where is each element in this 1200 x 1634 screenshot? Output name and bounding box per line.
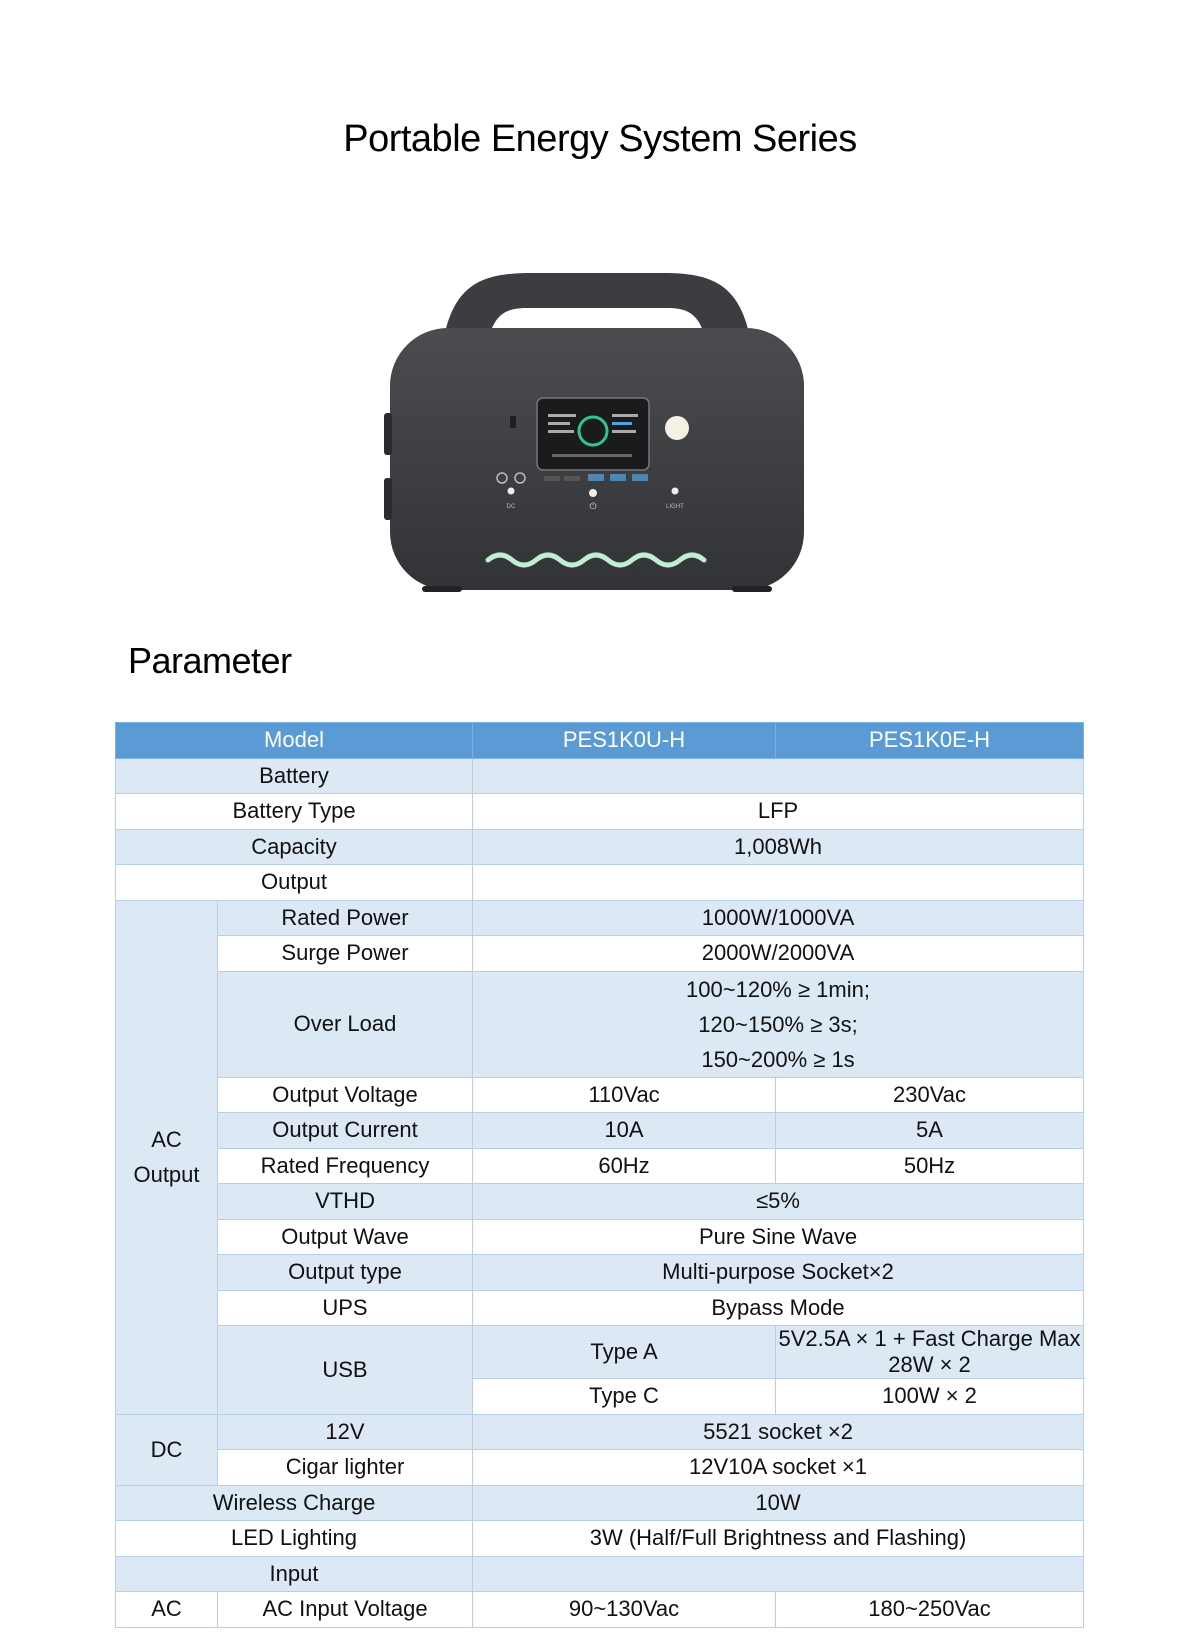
header-model-u: PES1K0U-H	[473, 723, 776, 759]
ac-input-voltage-e: 180~250Vac	[776, 1592, 1084, 1628]
type-c-value: 100W × 2	[776, 1379, 1084, 1415]
table-row	[116, 1556, 1084, 1592]
rated-power-value: 1000W/1000VA	[473, 900, 1084, 936]
power-icon: ⏻	[589, 502, 597, 512]
output-voltage-u: 110Vac	[473, 1077, 776, 1113]
table-row	[116, 1485, 1084, 1521]
type-c-label: Type C	[473, 1379, 776, 1415]
section-title: Parameter	[128, 640, 292, 681]
rated-frequency-e: 50Hz	[776, 1148, 1084, 1184]
dc-port-label: DC	[506, 504, 516, 510]
table-row	[116, 829, 1084, 865]
ac-output-group: AC Output	[116, 900, 218, 1414]
wireless-label: Wireless Charge	[116, 1485, 473, 1521]
capacity-label: Capacity	[116, 829, 473, 865]
table-row	[116, 1521, 1084, 1557]
over-load-line: 150~200% ≥ 1s	[701, 1046, 855, 1072]
table-row	[116, 1255, 1084, 1291]
output-current-u: 10A	[473, 1113, 776, 1149]
table-row	[116, 1219, 1084, 1255]
input-ac-group: AC	[116, 1592, 218, 1628]
table-row	[116, 1184, 1084, 1220]
table-row	[116, 971, 1084, 1077]
battery-section: Battery	[116, 758, 473, 794]
empty-cell	[473, 1556, 1084, 1592]
battery-type-label: Battery Type	[116, 794, 473, 830]
ac-input-voltage-label: AC Input Voltage	[218, 1592, 473, 1628]
type-a-label: Type A	[473, 1326, 776, 1379]
table-row	[116, 758, 1084, 794]
table-row	[116, 1450, 1084, 1486]
usb-group: USB	[218, 1326, 473, 1415]
led-label: LED Lighting	[116, 1521, 473, 1557]
header-row	[116, 723, 1084, 759]
table-row	[116, 794, 1084, 830]
table-row	[116, 1077, 1084, 1113]
over-load-line: 100~120% ≥ 1min;	[686, 976, 870, 1002]
light-port-label: LIGHT	[666, 504, 684, 510]
over-load-value	[473, 971, 1084, 1077]
output-voltage-label: Output Voltage	[218, 1077, 473, 1113]
dc12-label: 12V	[218, 1414, 473, 1450]
over-load-label: Over Load	[218, 971, 473, 1077]
rated-frequency-label: Rated Frequency	[218, 1148, 473, 1184]
table-row	[116, 1414, 1084, 1450]
table-row	[116, 1592, 1084, 1628]
ac-input-voltage-u: 90~130Vac	[473, 1592, 776, 1628]
cigar-value: 12V10A socket ×1	[473, 1450, 1084, 1486]
input-section: Input	[116, 1556, 473, 1592]
dc12-value: 5521 socket ×2	[473, 1414, 1084, 1450]
capacity-value: 1,008Wh	[473, 829, 1084, 865]
table-row	[116, 1290, 1084, 1326]
vthd-value: ≤5%	[473, 1184, 1084, 1220]
ups-value: Bypass Mode	[473, 1290, 1084, 1326]
header-model-e: PES1K0E-H	[776, 723, 1084, 759]
battery-type-value: LFP	[473, 794, 1084, 830]
output-wave-value: Pure Sine Wave	[473, 1219, 1084, 1255]
table-row	[116, 936, 1084, 972]
surge-power-label: Surge Power	[218, 936, 473, 972]
wireless-value: 10W	[473, 1485, 1084, 1521]
surge-power-value: 2000W/2000VA	[473, 936, 1084, 972]
header-model: Model	[116, 723, 473, 759]
output-section: Output	[116, 865, 473, 901]
table-row	[116, 900, 1084, 936]
output-voltage-e: 230Vac	[776, 1077, 1084, 1113]
table-row	[116, 865, 1084, 901]
empty-cell	[473, 758, 1084, 794]
rated-frequency-u: 60Hz	[473, 1148, 776, 1184]
dc-group: DC	[116, 1414, 218, 1485]
table-row	[116, 1113, 1084, 1149]
led-value: 3W (Half/Full Brightness and Flashing)	[473, 1521, 1084, 1557]
ups-label: UPS	[218, 1290, 473, 1326]
output-current-e: 5A	[776, 1113, 1084, 1149]
parameter-table	[115, 722, 1084, 1628]
page-title: Portable Energy System Series	[343, 118, 857, 160]
vthd-label: VTHD	[218, 1184, 473, 1220]
type-a-value: 5V2.5A × 1 + Fast Charge Max 28W × 2	[776, 1326, 1084, 1379]
over-load-line: 120~150% ≥ 3s;	[698, 1011, 858, 1037]
table-row	[116, 1148, 1084, 1184]
cigar-label: Cigar lighter	[218, 1450, 473, 1486]
power-station-image	[382, 268, 812, 598]
table-row	[116, 1326, 1084, 1379]
light-lens	[665, 416, 689, 440]
lcd-screen	[537, 398, 649, 470]
output-wave-label: Output Wave	[218, 1219, 473, 1255]
output-type-value: Multi-purpose Socket×2	[473, 1255, 1084, 1291]
output-type-label: Output type	[218, 1255, 473, 1291]
empty-cell	[473, 865, 1084, 901]
output-current-label: Output Current	[218, 1113, 473, 1149]
rated-power-label: Rated Power	[218, 900, 473, 936]
